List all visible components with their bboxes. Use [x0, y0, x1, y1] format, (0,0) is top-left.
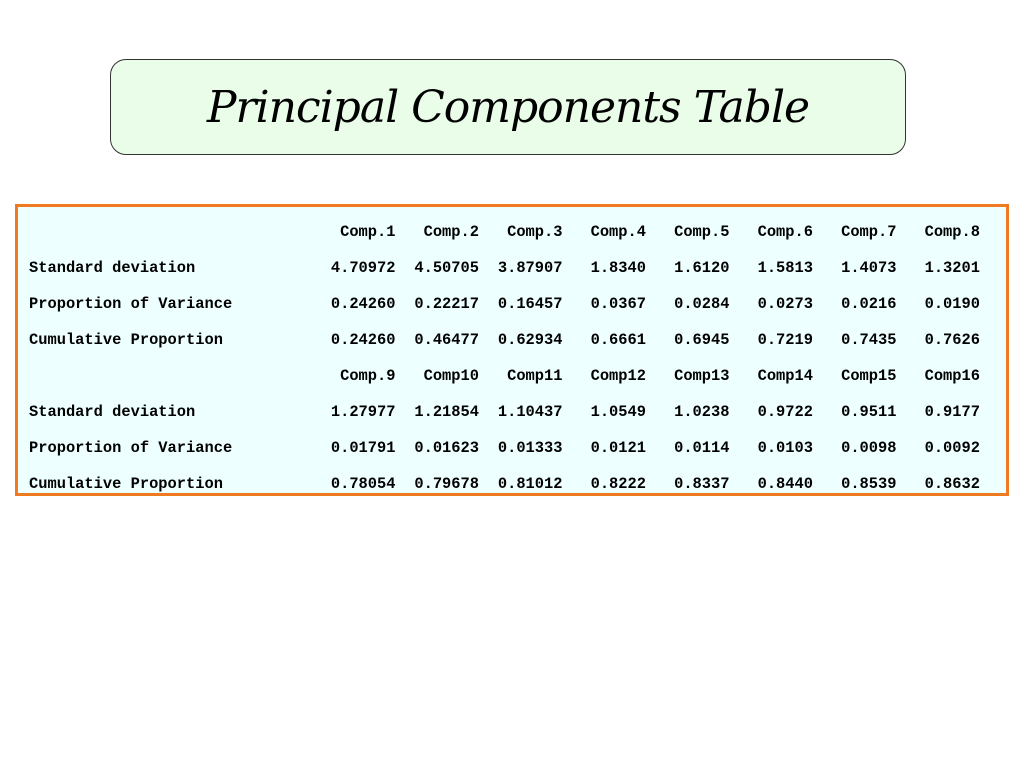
table-cell: 0.79678 [414, 475, 479, 493]
column-header: Comp.3 [507, 223, 563, 241]
slide-title: Principal Components Table [206, 81, 810, 133]
table-cell: 0.0190 [924, 295, 980, 313]
table-cell: 0.0114 [674, 439, 730, 457]
table-cell: 0.16457 [497, 295, 563, 313]
table-cell: 0.8632 [924, 475, 980, 493]
principal-components-table [15, 204, 1009, 496]
table-cell: 0.8222 [590, 475, 646, 493]
table-cell: 0.0216 [841, 295, 897, 313]
table-cell: 0.0284 [674, 295, 730, 313]
table-cell: 0.6661 [590, 331, 646, 349]
table-cell: 3.87907 [497, 259, 563, 277]
table-row [29, 466, 1006, 502]
table-cell: 0.8539 [841, 475, 897, 493]
column-header: Comp12 [590, 367, 646, 385]
column-header: Comp.4 [590, 223, 646, 241]
column-header: Comp16 [924, 367, 980, 385]
table-cell: 1.0549 [590, 403, 646, 421]
table-cell: 0.7219 [757, 331, 813, 349]
row-label: Standard deviation [29, 403, 196, 421]
table-body [18, 207, 1006, 502]
table-cell: 0.46477 [414, 331, 479, 349]
table-cell: 1.27977 [330, 403, 396, 421]
row-label: Standard deviation [29, 259, 196, 277]
column-header: Comp.9 [340, 367, 396, 385]
table-cell: 0.7435 [841, 331, 897, 349]
table-row [29, 322, 1006, 358]
table-cell: 1.8340 [590, 259, 646, 277]
table-row [29, 250, 1006, 286]
column-header: Comp11 [507, 367, 563, 385]
table-cell: 0.6945 [674, 331, 730, 349]
table-cell: 0.9511 [841, 403, 897, 421]
table-cell: 0.0098 [841, 439, 897, 457]
column-header: Comp14 [757, 367, 813, 385]
column-header: Comp.2 [423, 223, 479, 241]
table-cell: 0.9722 [757, 403, 813, 421]
table-cell: 1.6120 [674, 259, 730, 277]
column-header: Comp.1 [340, 223, 396, 241]
table-cell: 0.0273 [757, 295, 813, 313]
table-cell: 1.0238 [674, 403, 730, 421]
table-cell: 4.50705 [414, 259, 479, 277]
table-header-row [29, 358, 1006, 394]
title-box [110, 59, 906, 155]
table-cell: 0.01333 [497, 439, 563, 457]
table-row [29, 394, 1006, 430]
table-cell: 0.8440 [757, 475, 813, 493]
table-cell: 0.9177 [924, 403, 980, 421]
column-header: Comp.7 [841, 223, 897, 241]
row-label: Proportion of Variance [29, 295, 233, 313]
row-label: Cumulative Proportion [29, 331, 223, 349]
row-label: Cumulative Proportion [29, 475, 223, 493]
table-cell: 0.0103 [757, 439, 813, 457]
table-cell: 1.4073 [841, 259, 897, 277]
column-header: Comp.6 [757, 223, 813, 241]
table-cell: 1.3201 [924, 259, 980, 277]
table-row [29, 430, 1006, 466]
column-header: Comp13 [674, 367, 730, 385]
table-cell: 0.7626 [924, 331, 980, 349]
table-cell: 0.01623 [414, 439, 479, 457]
table-row [29, 286, 1006, 322]
table-cell: 0.81012 [497, 475, 563, 493]
row-label: Proportion of Variance [29, 439, 233, 457]
table-cell: 4.70972 [330, 259, 396, 277]
table-cell: 1.5813 [757, 259, 813, 277]
table-cell: 0.62934 [497, 331, 563, 349]
table-cell: 0.01791 [330, 439, 396, 457]
column-header: Comp10 [423, 367, 479, 385]
table-cell: 0.24260 [330, 331, 396, 349]
table-cell: 0.8337 [674, 475, 730, 493]
table-cell: 0.22217 [414, 295, 479, 313]
table-cell: 1.10437 [497, 403, 563, 421]
table-cell: 0.0367 [590, 295, 646, 313]
column-header: Comp15 [841, 367, 897, 385]
table-cell: 0.0121 [590, 439, 646, 457]
column-header: Comp.8 [924, 223, 980, 241]
table-cell: 0.24260 [330, 295, 396, 313]
column-header: Comp.5 [674, 223, 730, 241]
table-cell: 0.0092 [924, 439, 980, 457]
table-header-row [29, 214, 1006, 250]
table-cell: 0.78054 [330, 475, 396, 493]
table-cell: 1.21854 [414, 403, 479, 421]
